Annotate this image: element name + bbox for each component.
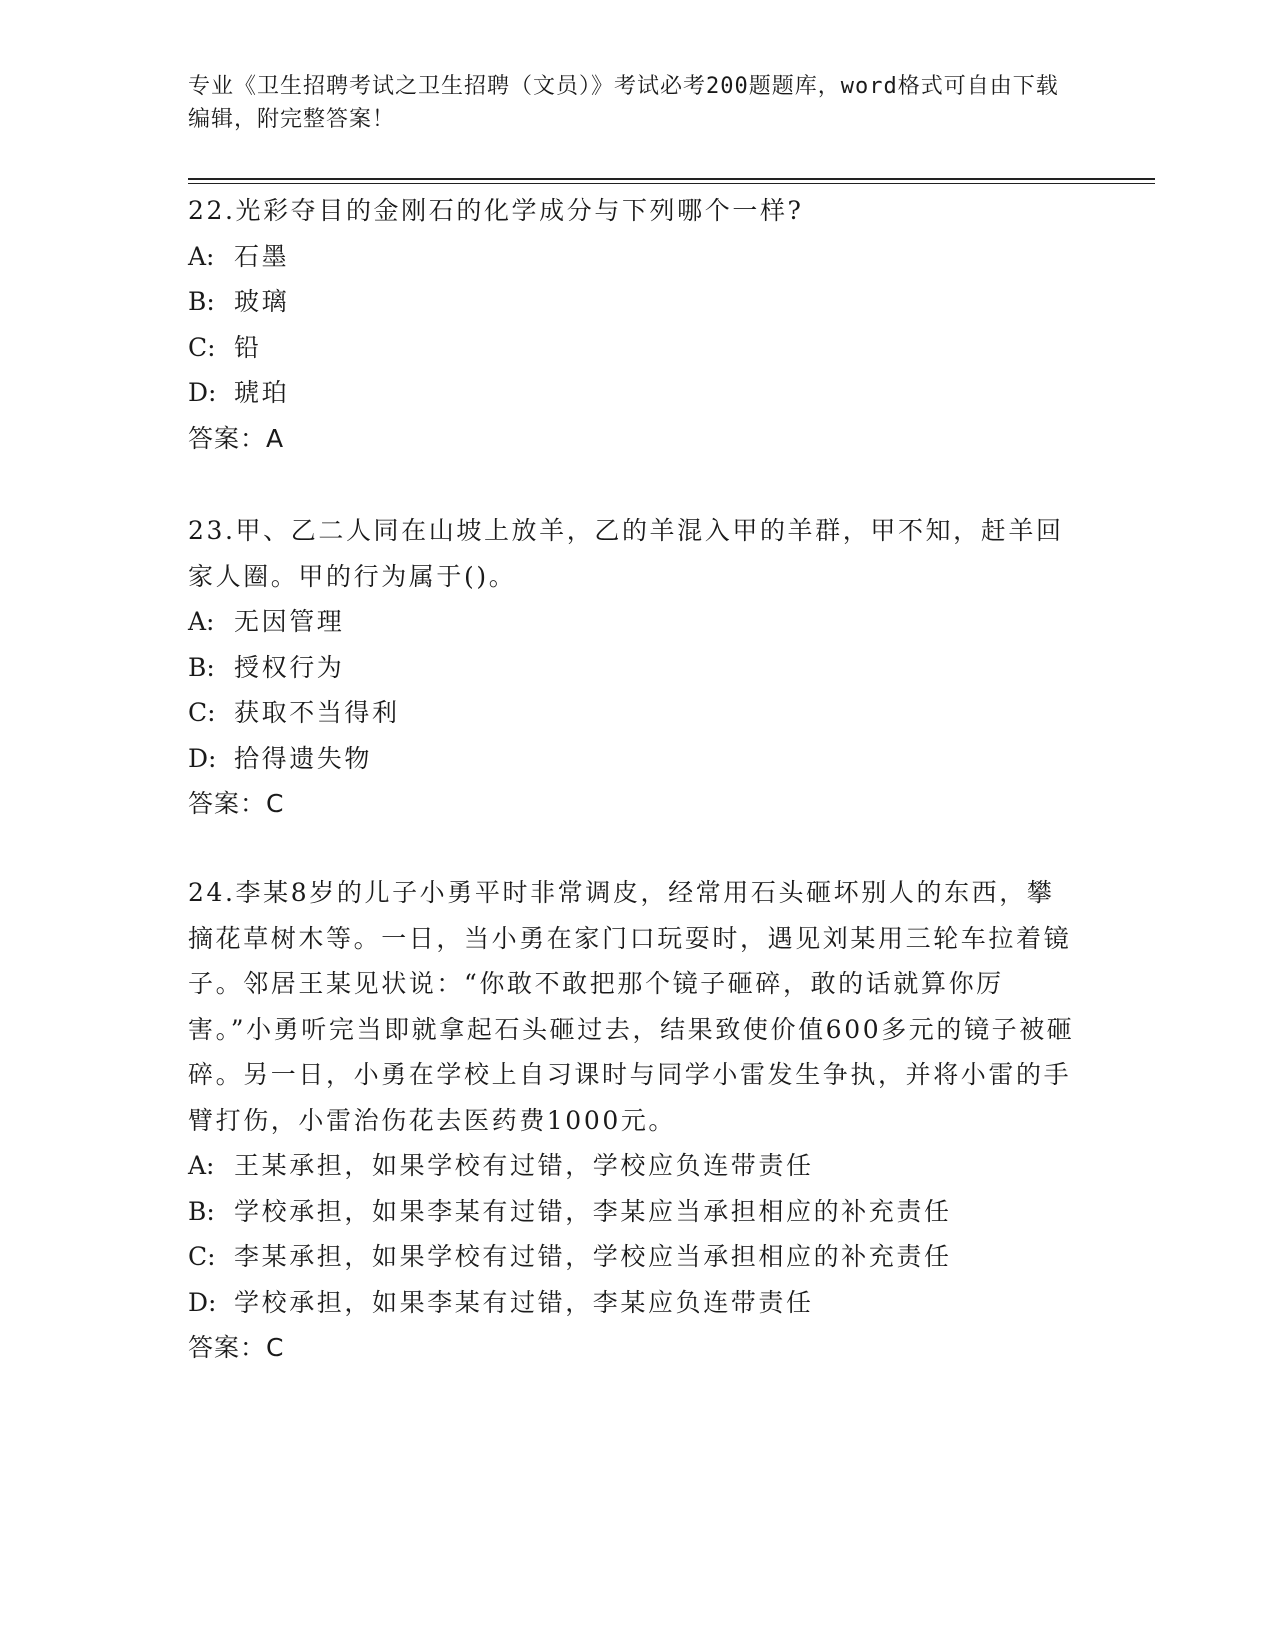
option-text: 获取不当得利 [234, 698, 400, 727]
option-letter: C: [188, 1242, 216, 1271]
option-b [188, 1189, 1078, 1235]
option-letter: D: [188, 1287, 217, 1317]
option-letter: C: [188, 332, 216, 362]
header-divider-thick [188, 178, 1155, 180]
question-22 [188, 188, 1078, 461]
header-note: 专业《卫生招聘考试之卫生招聘（文员）》考试必考200题题库，word格式可自由下载编辑，附完整答案！ [188, 74, 1059, 132]
option-a [188, 234, 1078, 280]
option-text: 玻璃 [234, 287, 290, 316]
option-text: 铅 [234, 332, 262, 362]
option-d [188, 1280, 1078, 1326]
option-b [188, 645, 1078, 691]
option-text: 学校承担，如果李某有过错，李某应当承担相应的补充责任 [234, 1196, 952, 1226]
answer-line: 答案：C [188, 789, 285, 818]
question-24 [188, 870, 1078, 1371]
option-letter: B: [188, 652, 215, 682]
option-b [188, 279, 1078, 325]
option-a [188, 599, 1078, 645]
option-text: 授权行为 [234, 652, 345, 682]
option-letter: D: [188, 378, 217, 407]
option-text: 学校承担，如果李某有过错，李某应负连带责任 [234, 1287, 814, 1317]
option-d [188, 370, 1078, 416]
option-text: 拾得遗失物 [234, 743, 373, 773]
option-letter: B: [188, 1196, 215, 1226]
option-letter: C: [188, 698, 216, 727]
question-stem: 22.光彩夺目的金刚石的化学成分与下列哪个一样? [188, 196, 804, 225]
option-a [188, 1143, 1078, 1189]
option-text: 李某承担，如果学校有过错，学校应当承担相应的补充责任 [234, 1242, 952, 1271]
option-letter: A: [188, 1151, 215, 1180]
answer-line: 答案：C [188, 1333, 285, 1362]
question-23 [188, 508, 1078, 827]
option-letter: D: [188, 743, 217, 773]
option-letter: B: [188, 287, 215, 316]
option-text: 石墨 [234, 241, 290, 271]
option-c [188, 690, 1078, 736]
option-letter: A: [188, 607, 215, 636]
option-text: 琥珀 [234, 378, 290, 407]
question-stem: 23.甲、乙二人同在山坡上放羊，乙的羊混入甲的羊群，甲不知，赶羊回家人圈。甲的行为属于()。 [188, 516, 1064, 591]
option-c [188, 325, 1078, 371]
option-text: 王某承担，如果学校有过错，学校应负连带责任 [234, 1151, 814, 1180]
option-letter: A: [188, 241, 215, 271]
answer-line: 答案：A [188, 423, 285, 453]
option-text: 无因管理 [234, 607, 345, 636]
option-c [188, 1234, 1078, 1280]
question-stem: 24.李某8岁的儿子小勇平时非常调皮，经常用石头砸坏别人的东西，攀摘花草树木等。一日，当小勇在家门口玩耍时，遇见刘某用三轮车拉着镜子。邻居王某见状说：“你敢不敢把那个镜子砸碎，敢的话就算你厉害。”小勇听完当即就拿起石头砸过去，结果致使价值600多元的镜子被砸碎。另一日，小勇在学校上自习课时与同学小雷发生争执，并将小雷的手臂打伤，小雷治伤花去医药费1000元。 [188, 878, 1075, 1135]
header-divider-thin [188, 183, 1155, 184]
option-d [188, 736, 1078, 782]
